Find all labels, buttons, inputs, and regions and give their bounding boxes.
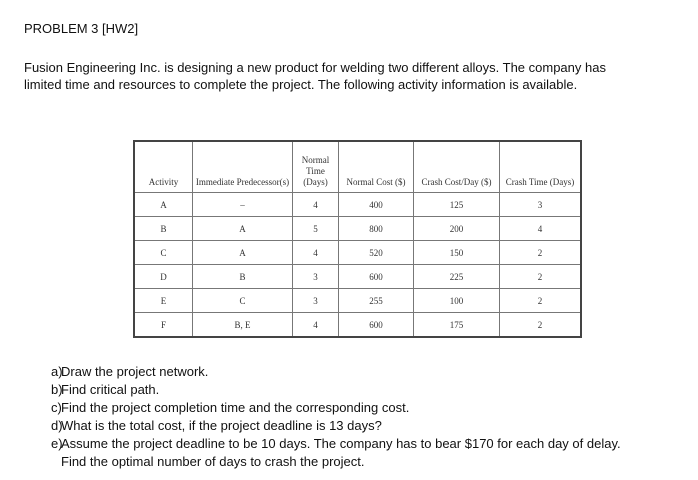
table-cell: 400 bbox=[339, 193, 414, 217]
question-text: Draw the project network. bbox=[61, 364, 209, 379]
question-item bbox=[24, 363, 621, 381]
table-cell: 800 bbox=[339, 217, 414, 241]
column-header: Normal Cost ($) bbox=[339, 141, 414, 193]
table-cell: A bbox=[193, 241, 293, 265]
question-label: e) bbox=[51, 436, 63, 451]
question-text-continued: Find the optimal number of days to crash the project. bbox=[61, 454, 365, 469]
intro-line-2: limited time and resources to complete the project. The following activity information is available. bbox=[24, 77, 578, 92]
table-cell: 600 bbox=[339, 313, 414, 338]
table-cell: A bbox=[193, 217, 293, 241]
table-cell: C bbox=[134, 241, 193, 265]
table-cell: 150 bbox=[414, 241, 500, 265]
table-cell: 3 bbox=[293, 289, 339, 313]
intro-line-1: Fusion Engineering Inc. is designing a new product for welding two different alloys. The company has bbox=[24, 60, 606, 75]
question-item bbox=[24, 417, 621, 435]
table-cell: 4 bbox=[293, 313, 339, 338]
table-cell: 3 bbox=[500, 193, 582, 217]
table-cell: 2 bbox=[500, 265, 582, 289]
table-cell: 200 bbox=[414, 217, 500, 241]
table-cell: 2 bbox=[500, 241, 582, 265]
table-cell: 600 bbox=[339, 265, 414, 289]
table-row bbox=[134, 193, 581, 217]
table-cell: 255 bbox=[339, 289, 414, 313]
table-row bbox=[134, 217, 581, 241]
question-item bbox=[24, 381, 621, 399]
table-cell: 125 bbox=[414, 193, 500, 217]
question-text: What is the total cost, if the project deadline is 13 days? bbox=[61, 418, 382, 433]
table-cell: B, E bbox=[193, 313, 293, 338]
table-row bbox=[134, 313, 581, 338]
activity-table bbox=[133, 140, 582, 338]
table-cell: – bbox=[193, 193, 293, 217]
table-cell: 4 bbox=[293, 193, 339, 217]
column-header: Crash Time (Days) bbox=[500, 141, 582, 193]
column-header: Normal Time (Days) bbox=[293, 141, 339, 193]
table-cell: 3 bbox=[293, 265, 339, 289]
question-text: Find the project completion time and the corresponding cost. bbox=[61, 400, 410, 415]
table-cell: D bbox=[134, 265, 193, 289]
column-header: Crash Cost/Day ($) bbox=[414, 141, 500, 193]
table-cell: 100 bbox=[414, 289, 500, 313]
table-cell: B bbox=[134, 217, 193, 241]
question-list bbox=[24, 363, 621, 471]
table-cell: 2 bbox=[500, 289, 582, 313]
table-cell: F bbox=[134, 313, 193, 338]
table-cell: E bbox=[134, 289, 193, 313]
table-cell: B bbox=[193, 265, 293, 289]
problem-title: PROBLEM 3 [HW2] bbox=[24, 21, 139, 36]
table-cell: C bbox=[193, 289, 293, 313]
table-cell: 175 bbox=[414, 313, 500, 338]
question-item bbox=[24, 435, 621, 471]
table-cell: 5 bbox=[293, 217, 339, 241]
table-cell: 4 bbox=[500, 217, 582, 241]
question-text: Assume the project deadline to be 10 days. The company has to bear $170 for each day of delay. bbox=[61, 436, 621, 451]
question-label: a) bbox=[51, 364, 63, 379]
table-row bbox=[134, 289, 581, 313]
table-cell: 2 bbox=[500, 313, 582, 338]
table-row bbox=[134, 241, 581, 265]
question-item bbox=[24, 399, 621, 417]
table-cell: 225 bbox=[414, 265, 500, 289]
table-cell: 4 bbox=[293, 241, 339, 265]
table-cell: 520 bbox=[339, 241, 414, 265]
table-cell: A bbox=[134, 193, 193, 217]
table-row bbox=[134, 265, 581, 289]
column-header: Immediate Predecessor(s) bbox=[193, 141, 293, 193]
question-label: b) bbox=[51, 382, 63, 397]
question-label: d) bbox=[51, 418, 63, 433]
question-label: c) bbox=[51, 400, 62, 415]
question-text: Find critical path. bbox=[61, 382, 160, 397]
column-header: Activity bbox=[134, 141, 193, 193]
